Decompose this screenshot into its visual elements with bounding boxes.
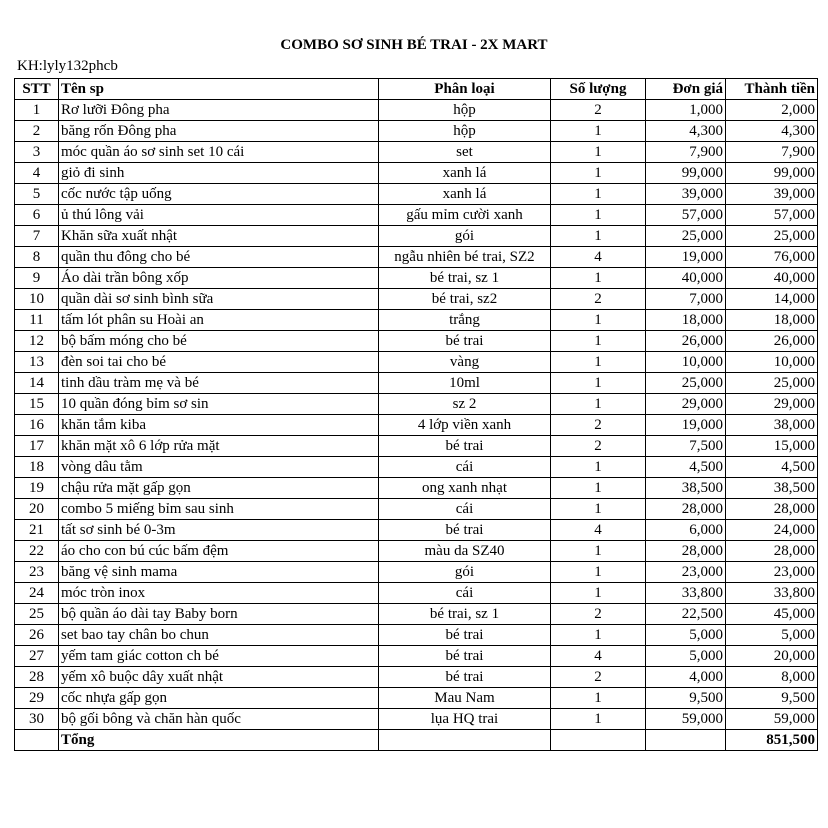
cell-unit-price: 33,800 — [646, 583, 726, 604]
cell-unit-price: 5,000 — [646, 646, 726, 667]
cell-quantity: 1 — [551, 478, 646, 499]
cell-line-total: 25,000 — [726, 226, 818, 247]
cell-quantity: 1 — [551, 121, 646, 142]
cell-category: hộp — [379, 121, 551, 142]
cell-unit-price: 1,000 — [646, 100, 726, 121]
table-row — [15, 667, 818, 688]
cell-category: gói — [379, 562, 551, 583]
cell-stt: 25 — [15, 604, 59, 625]
cell-line-total: 5,000 — [726, 625, 818, 646]
cell-stt: 1 — [15, 100, 59, 121]
cell-quantity: 1 — [551, 457, 646, 478]
table-row — [15, 478, 818, 499]
cell-category: vàng — [379, 352, 551, 373]
table-row — [15, 184, 818, 205]
cell-line-total: 18,000 — [726, 310, 818, 331]
cell-unit-price: 7,000 — [646, 289, 726, 310]
table-body — [15, 100, 818, 730]
cell-quantity: 1 — [551, 184, 646, 205]
cell-category: màu da SZ40 — [379, 541, 551, 562]
cell-unit-price: 9,500 — [646, 688, 726, 709]
cell-category: 10ml — [379, 373, 551, 394]
total-empty-cell — [551, 730, 646, 751]
table-row — [15, 310, 818, 331]
cell-quantity: 1 — [551, 499, 646, 520]
cell-line-total: 28,000 — [726, 541, 818, 562]
cell-stt: 13 — [15, 352, 59, 373]
cell-line-total: 8,000 — [726, 667, 818, 688]
cell-category: xanh lá — [379, 163, 551, 184]
table-row — [15, 709, 818, 730]
cell-unit-price: 19,000 — [646, 247, 726, 268]
cell-unit-price: 25,000 — [646, 226, 726, 247]
cell-category: gói — [379, 226, 551, 247]
cell-product-name: ủ thú lông vải — [59, 205, 379, 226]
total-row — [15, 730, 818, 751]
cell-quantity: 1 — [551, 163, 646, 184]
cell-quantity: 1 — [551, 709, 646, 730]
cell-stt: 20 — [15, 499, 59, 520]
cell-unit-price: 57,000 — [646, 205, 726, 226]
cell-product-name: chậu rửa mặt gấp gọn — [59, 478, 379, 499]
cell-unit-price: 39,000 — [646, 184, 726, 205]
cell-product-name: móc quần áo sơ sinh set 10 cái — [59, 142, 379, 163]
cell-product-name: cốc nhựa gấp gọn — [59, 688, 379, 709]
cell-stt: 5 — [15, 184, 59, 205]
cell-stt: 17 — [15, 436, 59, 457]
cell-unit-price: 7,500 — [646, 436, 726, 457]
table-row — [15, 394, 818, 415]
cell-stt: 10 — [15, 289, 59, 310]
cell-unit-price: 4,500 — [646, 457, 726, 478]
table-row — [15, 289, 818, 310]
total-empty-cell — [646, 730, 726, 751]
cell-stt: 22 — [15, 541, 59, 562]
cell-line-total: 59,000 — [726, 709, 818, 730]
cell-stt: 19 — [15, 478, 59, 499]
cell-line-total: 9,500 — [726, 688, 818, 709]
header-line-total: Thành tiền — [726, 79, 818, 100]
cell-category: bé trai — [379, 625, 551, 646]
cell-category: sz 2 — [379, 394, 551, 415]
total-empty-cell — [15, 730, 59, 751]
cell-product-name: tất sơ sinh bé 0-3m — [59, 520, 379, 541]
cell-line-total: 40,000 — [726, 268, 818, 289]
table-row — [15, 499, 818, 520]
cell-product-name: quần thu đông cho bé — [59, 247, 379, 268]
table-row — [15, 226, 818, 247]
cell-quantity: 1 — [551, 562, 646, 583]
table-row — [15, 457, 818, 478]
header-category: Phân loại — [379, 79, 551, 100]
table-row — [15, 604, 818, 625]
total-value: 851,500 — [726, 730, 818, 751]
cell-category: hộp — [379, 100, 551, 121]
table-row — [15, 415, 818, 436]
cell-quantity: 2 — [551, 604, 646, 625]
table-row — [15, 331, 818, 352]
cell-quantity: 2 — [551, 436, 646, 457]
cell-quantity: 1 — [551, 625, 646, 646]
cell-unit-price: 7,900 — [646, 142, 726, 163]
cell-category: Mau Nam — [379, 688, 551, 709]
table-row — [15, 247, 818, 268]
cell-product-name: khăn tắm kiba — [59, 415, 379, 436]
cell-quantity: 2 — [551, 289, 646, 310]
cell-product-name: 10 quần đóng bỉm sơ sin — [59, 394, 379, 415]
table-row — [15, 436, 818, 457]
cell-category: set — [379, 142, 551, 163]
cell-stt: 15 — [15, 394, 59, 415]
cell-line-total: 28,000 — [726, 499, 818, 520]
cell-stt: 26 — [15, 625, 59, 646]
cell-product-name: băng vệ sinh mama — [59, 562, 379, 583]
cell-stt: 2 — [15, 121, 59, 142]
cell-category: gấu mỉm cười xanh — [379, 205, 551, 226]
table-row — [15, 688, 818, 709]
cell-category: cái — [379, 583, 551, 604]
table-row — [15, 142, 818, 163]
cell-unit-price: 10,000 — [646, 352, 726, 373]
cell-product-name: yếm xô buộc dây xuất nhật — [59, 667, 379, 688]
cell-line-total: 7,900 — [726, 142, 818, 163]
cell-stt: 9 — [15, 268, 59, 289]
cell-product-name: yếm tam giác cotton ch bé — [59, 646, 379, 667]
table-row — [15, 268, 818, 289]
cell-quantity: 1 — [551, 394, 646, 415]
cell-line-total: 4,500 — [726, 457, 818, 478]
cell-category: bé trai, sz 1 — [379, 604, 551, 625]
cell-line-total: 76,000 — [726, 247, 818, 268]
table-row — [15, 646, 818, 667]
cell-product-name: quần dài sơ sinh bình sữa — [59, 289, 379, 310]
cell-product-name: set bao tay chân bo chun — [59, 625, 379, 646]
cell-stt: 7 — [15, 226, 59, 247]
cell-stt: 4 — [15, 163, 59, 184]
table-row — [15, 583, 818, 604]
table-row — [15, 541, 818, 562]
cell-product-name: cốc nước tập uống — [59, 184, 379, 205]
cell-unit-price: 4,000 — [646, 667, 726, 688]
cell-category: lụa HQ trai — [379, 709, 551, 730]
cell-line-total: 26,000 — [726, 331, 818, 352]
cell-quantity: 1 — [551, 352, 646, 373]
cell-stt: 29 — [15, 688, 59, 709]
cell-unit-price: 22,500 — [646, 604, 726, 625]
cell-product-name: tấm lót phân su Hoài an — [59, 310, 379, 331]
cell-line-total: 38,500 — [726, 478, 818, 499]
cell-quantity: 2 — [551, 667, 646, 688]
header-row — [15, 79, 818, 100]
cell-quantity: 1 — [551, 688, 646, 709]
cell-unit-price: 25,000 — [646, 373, 726, 394]
cell-line-total: 39,000 — [726, 184, 818, 205]
cell-line-total: 20,000 — [726, 646, 818, 667]
cell-stt: 8 — [15, 247, 59, 268]
cell-line-total: 57,000 — [726, 205, 818, 226]
table-row — [15, 163, 818, 184]
cell-stt: 3 — [15, 142, 59, 163]
cell-category: bé trai, sz2 — [379, 289, 551, 310]
cell-quantity: 1 — [551, 373, 646, 394]
cell-quantity: 1 — [551, 583, 646, 604]
cell-product-name: giỏ đi sinh — [59, 163, 379, 184]
cell-unit-price: 59,000 — [646, 709, 726, 730]
cell-category: ong xanh nhạt — [379, 478, 551, 499]
cell-product-name: bộ bấm móng cho bé — [59, 331, 379, 352]
cell-line-total: 45,000 — [726, 604, 818, 625]
cell-line-total: 29,000 — [726, 394, 818, 415]
cell-unit-price: 28,000 — [646, 541, 726, 562]
cell-unit-price: 6,000 — [646, 520, 726, 541]
cell-stt: 24 — [15, 583, 59, 604]
cell-unit-price: 4,300 — [646, 121, 726, 142]
cell-stt: 18 — [15, 457, 59, 478]
cell-unit-price: 99,000 — [646, 163, 726, 184]
cell-line-total: 10,000 — [726, 352, 818, 373]
table-row — [15, 562, 818, 583]
total-label: Tổng — [59, 730, 379, 751]
cell-unit-price: 40,000 — [646, 268, 726, 289]
cell-category: bé trai — [379, 331, 551, 352]
cell-unit-price: 19,000 — [646, 415, 726, 436]
cell-product-name: khăn mặt xô 6 lớp rửa mặt — [59, 436, 379, 457]
cell-quantity: 4 — [551, 520, 646, 541]
cell-category: bé trai — [379, 520, 551, 541]
cell-quantity: 1 — [551, 310, 646, 331]
total-empty-cell — [379, 730, 551, 751]
cell-quantity: 2 — [551, 100, 646, 121]
cell-stt: 12 — [15, 331, 59, 352]
cell-line-total: 99,000 — [726, 163, 818, 184]
header-product-name: Tên sp — [59, 79, 379, 100]
cell-category: bé trai, sz 1 — [379, 268, 551, 289]
cell-line-total: 33,800 — [726, 583, 818, 604]
cell-line-total: 25,000 — [726, 373, 818, 394]
cell-stt: 16 — [15, 415, 59, 436]
cell-unit-price: 23,000 — [646, 562, 726, 583]
table-row — [15, 205, 818, 226]
cell-unit-price: 29,000 — [646, 394, 726, 415]
cell-product-name: Áo dài trần bông xốp — [59, 268, 379, 289]
cell-line-total: 14,000 — [726, 289, 818, 310]
cell-line-total: 38,000 — [726, 415, 818, 436]
cell-product-name: combo 5 miếng bỉm sau sinh — [59, 499, 379, 520]
cell-quantity: 4 — [551, 646, 646, 667]
document-title: COMBO SƠ SINH BÉ TRAI - 2X MART — [280, 37, 548, 53]
cell-category: 4 lớp viền xanh — [379, 415, 551, 436]
cell-quantity: 1 — [551, 268, 646, 289]
cell-category: ngẫu nhiên bé trai, SZ2 — [379, 247, 551, 268]
header-quantity: Số lượng — [551, 79, 646, 100]
cell-quantity: 1 — [551, 541, 646, 562]
cell-product-name: bộ gối bông và chăn hàn quốc — [59, 709, 379, 730]
cell-category: trắng — [379, 310, 551, 331]
cell-unit-price: 26,000 — [646, 331, 726, 352]
cell-quantity: 1 — [551, 205, 646, 226]
cell-category: cái — [379, 499, 551, 520]
cell-quantity: 1 — [551, 226, 646, 247]
cell-product-name: áo cho con bú cúc bấm đệm — [59, 541, 379, 562]
cell-stt: 21 — [15, 520, 59, 541]
cell-line-total: 15,000 — [726, 436, 818, 457]
cell-unit-price: 5,000 — [646, 625, 726, 646]
cell-stt: 27 — [15, 646, 59, 667]
cell-quantity: 1 — [551, 331, 646, 352]
header-unit-price: Đơn giá — [646, 79, 726, 100]
header-stt: STT — [15, 79, 59, 100]
cell-category: xanh lá — [379, 184, 551, 205]
table-row — [15, 625, 818, 646]
cell-product-name: tinh dầu tràm mẹ và bé — [59, 373, 379, 394]
cell-line-total: 2,000 — [726, 100, 818, 121]
cell-product-name: băng rốn Đông pha — [59, 121, 379, 142]
cell-product-name: Rơ lưỡi Đông pha — [59, 100, 379, 121]
cell-quantity: 1 — [551, 142, 646, 163]
cell-product-name: Khăn sữa xuất nhật — [59, 226, 379, 247]
table-row — [15, 100, 818, 121]
cell-category: cái — [379, 457, 551, 478]
cell-stt: 6 — [15, 205, 59, 226]
customer-code: KH:lyly132phcb — [17, 58, 118, 74]
cell-line-total: 24,000 — [726, 520, 818, 541]
order-table — [14, 78, 818, 751]
cell-unit-price: 28,000 — [646, 499, 726, 520]
cell-quantity: 2 — [551, 415, 646, 436]
cell-unit-price: 38,500 — [646, 478, 726, 499]
cell-line-total: 23,000 — [726, 562, 818, 583]
cell-category: bé trai — [379, 646, 551, 667]
cell-stt: 30 — [15, 709, 59, 730]
table-row — [15, 373, 818, 394]
cell-product-name: vòng dâu tằm — [59, 457, 379, 478]
table-row — [15, 121, 818, 142]
cell-stt: 14 — [15, 373, 59, 394]
cell-product-name: bộ quần áo dài tay Baby born — [59, 604, 379, 625]
table-row — [15, 520, 818, 541]
cell-line-total: 4,300 — [726, 121, 818, 142]
cell-category: bé trai — [379, 667, 551, 688]
cell-quantity: 4 — [551, 247, 646, 268]
cell-product-name: móc tròn inox — [59, 583, 379, 604]
cell-stt: 28 — [15, 667, 59, 688]
table-row — [15, 352, 818, 373]
cell-stt: 23 — [15, 562, 59, 583]
cell-product-name: đèn soi tai cho bé — [59, 352, 379, 373]
cell-unit-price: 18,000 — [646, 310, 726, 331]
cell-category: bé trai — [379, 436, 551, 457]
cell-stt: 11 — [15, 310, 59, 331]
